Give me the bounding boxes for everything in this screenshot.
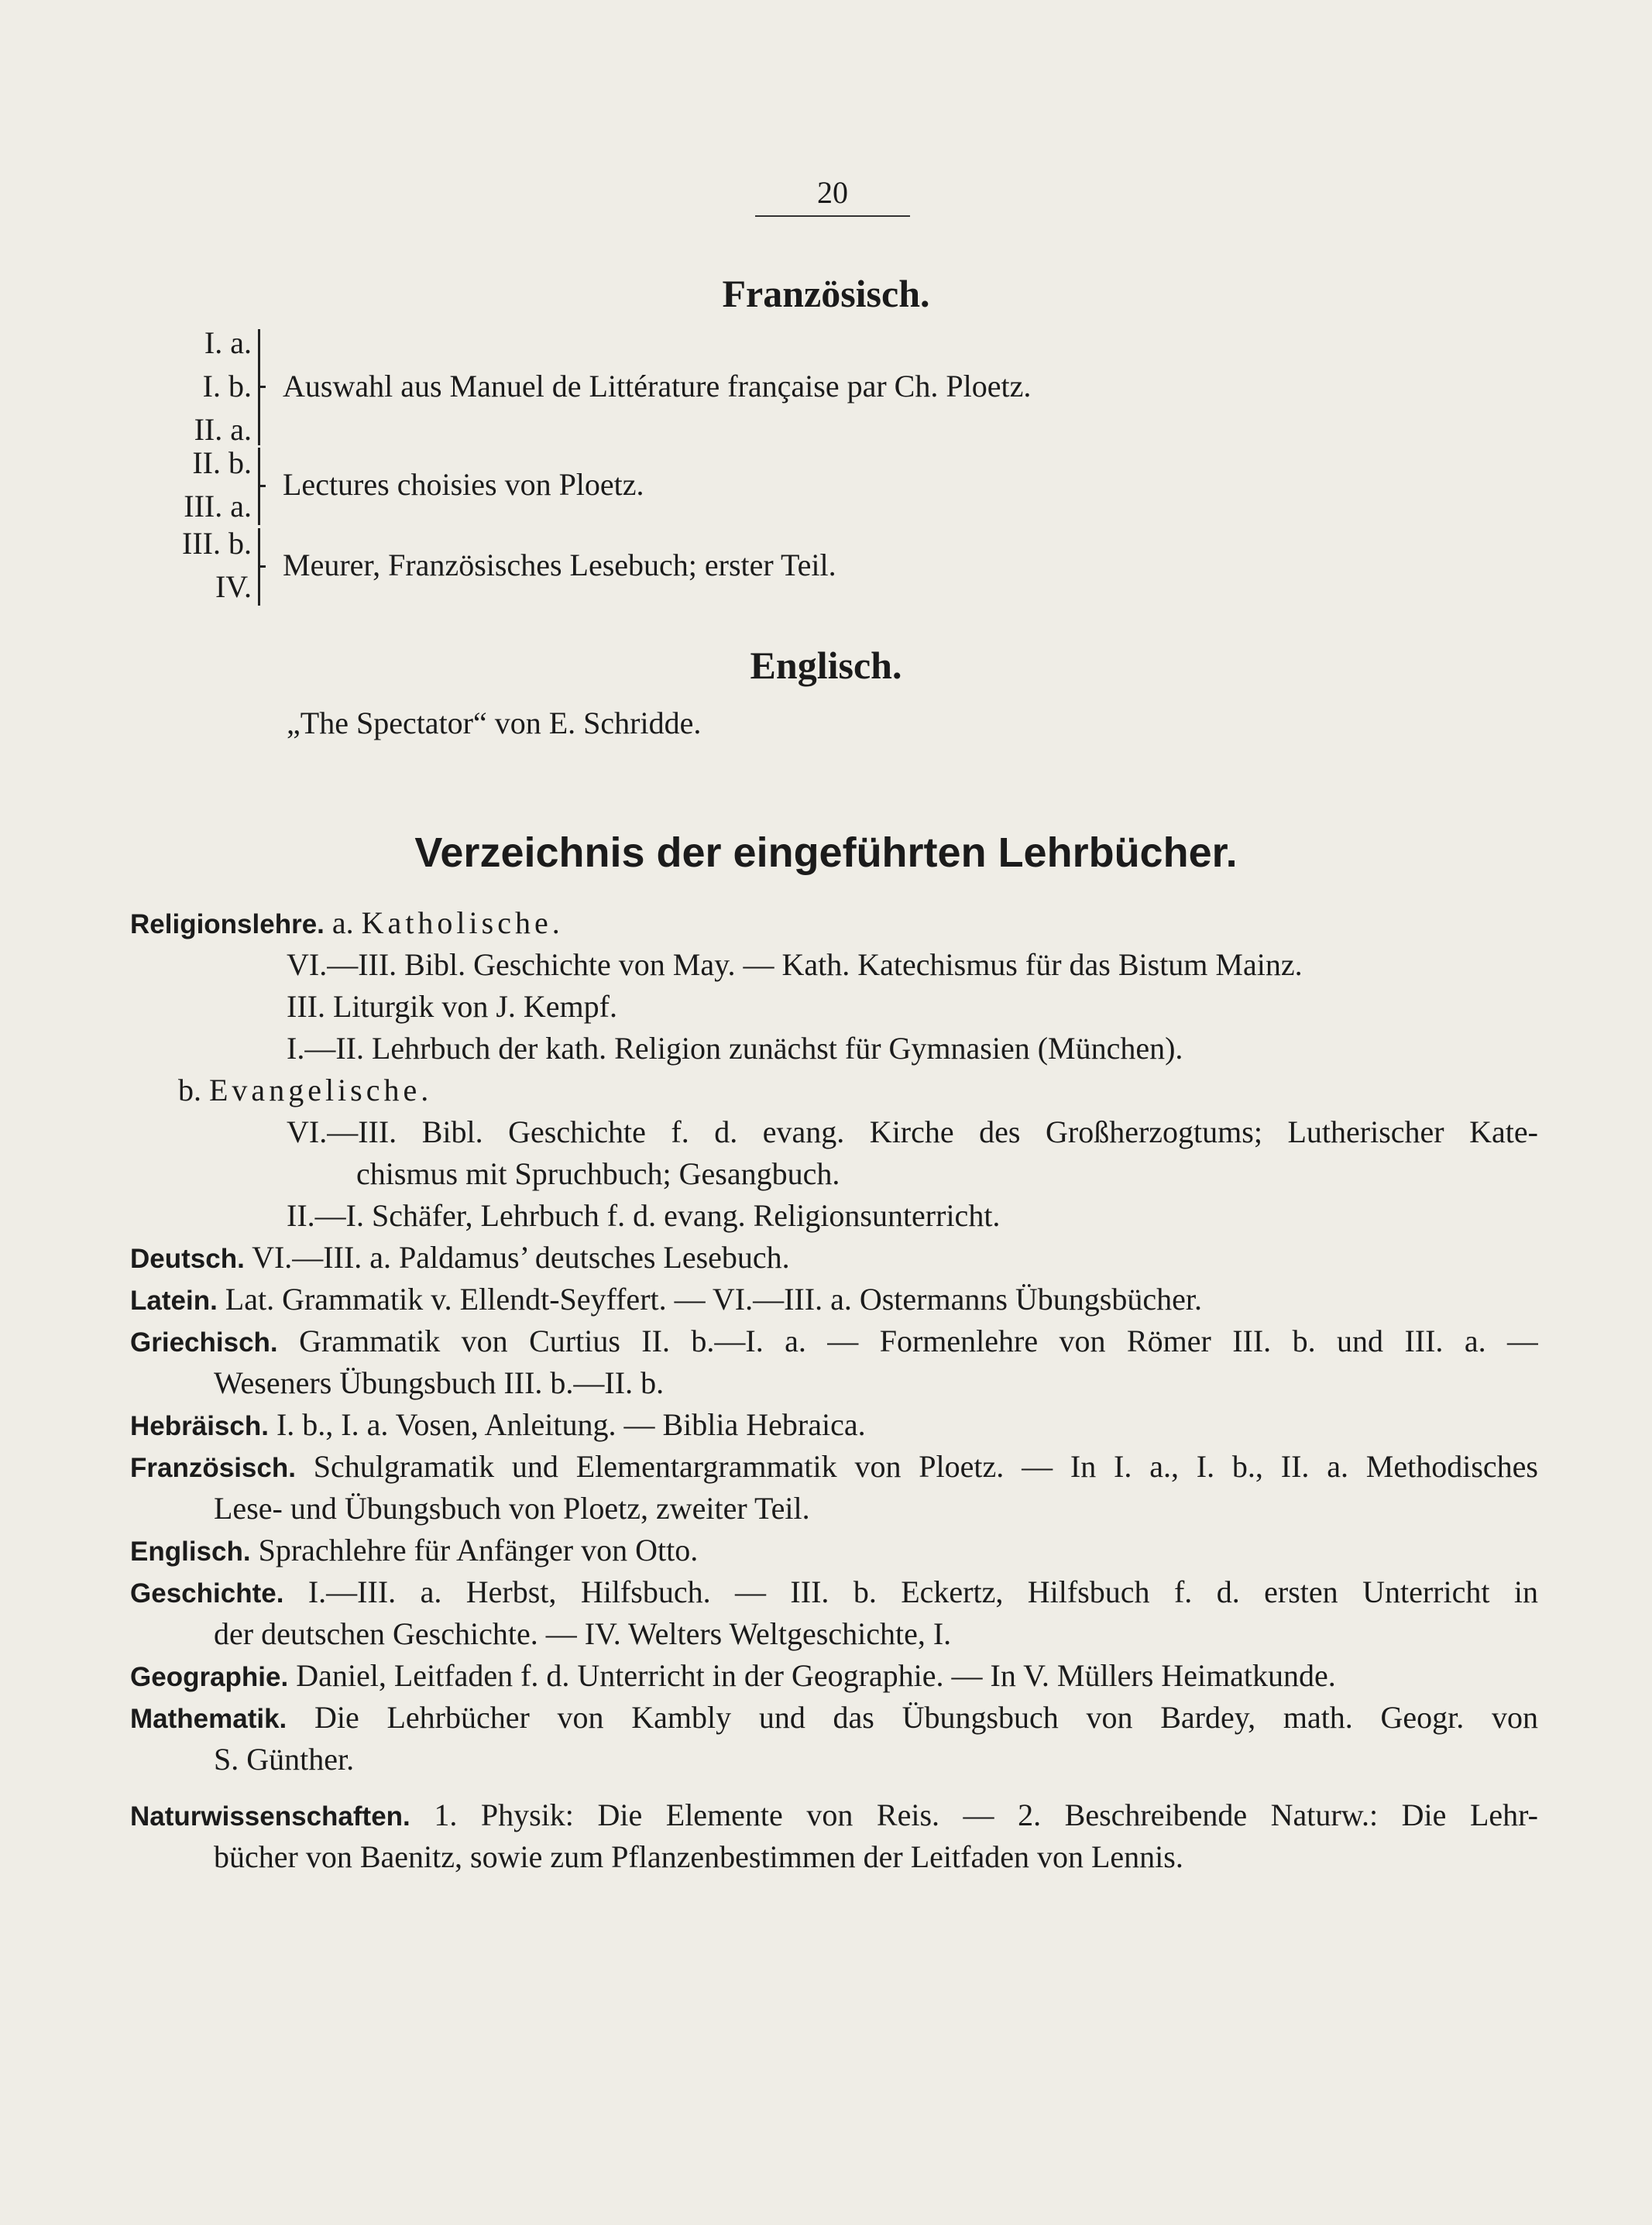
- subject-label: Geschichte.: [130, 1578, 284, 1609]
- english-entry: [130, 1530, 1538, 1571]
- entry-text: VI.—III. a. Paldamus’ deutsches Lesebuch.: [252, 1240, 790, 1275]
- english-book: „The Spectator“ von E. Schridde.: [287, 706, 702, 740]
- entry-text: Daniel, Leitfaden f. d. Unterricht in der Geographie. — In V. Müllers Heimatkunde.: [296, 1658, 1336, 1693]
- textbook-list-heading: Verzeichnis der eingeführten Lehrbücher.: [414, 829, 1238, 876]
- brace-icon: [258, 329, 274, 445]
- class-label: IV.: [215, 569, 252, 604]
- latin-entry: [130, 1279, 1538, 1320]
- english-section-title: Englisch.: [750, 644, 902, 687]
- class-list: [159, 321, 252, 452]
- class-label: III. a.: [184, 489, 252, 524]
- class-label: II. b.: [192, 445, 252, 480]
- subject-label: Englisch.: [130, 1537, 251, 1567]
- book-title: Lectures choisies von Ploetz.: [283, 467, 644, 502]
- religion-line: III. Liturgik von J. Kempf.: [287, 989, 617, 1024]
- subject-label: Naturwissenschaften.: [130, 1801, 410, 1832]
- entry-text: Grammatik von Curtius II. b.—I. a. — Formenlehre von Römer III. b. und III. a. —: [299, 1324, 1538, 1358]
- history-entry: [130, 1571, 1538, 1613]
- greek-entry: [130, 1320, 1538, 1362]
- entry-text: Sprachlehre für Anfänger von Otto.: [258, 1533, 699, 1567]
- hebrew-entry: [130, 1404, 1538, 1446]
- french-continuation: Lese- und Übungsbuch von Ploetz, zweiter Teil.: [214, 1491, 810, 1526]
- subject-label: Hebräisch.: [130, 1411, 269, 1441]
- page-number: 20: [755, 174, 910, 217]
- history-continuation: der deutschen Geschichte. — IV. Welters Weltgeschichte, I.: [214, 1616, 952, 1651]
- geography-entry: [130, 1655, 1538, 1697]
- list-marker: a.: [331, 905, 354, 940]
- subject-label: Mathematik.: [130, 1704, 287, 1734]
- religion-b-entry: [130, 1070, 1538, 1111]
- entry-text: Die Lehrbücher von Kambly und das Übungsbuch von Bardey, math. Geogr. von: [314, 1700, 1538, 1735]
- science-continuation: bücher von Baenitz, sowie zum Pflanzenbestimmen der Leitfaden von Lennis.: [214, 1839, 1183, 1874]
- religion-line: II.—I. Schäfer, Lehrbuch f. d. evang. Religionsunterricht.: [287, 1198, 1001, 1233]
- entry-text: Schulgramatik und Elementargrammatik von Ploetz. — In I. a., I. b., II. a. Methodisches: [313, 1449, 1538, 1484]
- french-section-title: Französisch.: [722, 272, 930, 315]
- greek-continuation: Weseners Übungsbuch III. b.—II. b.: [214, 1365, 665, 1400]
- book-title: Auswahl aus Manuel de Littérature française par Ch. Ploetz.: [283, 369, 1032, 403]
- denomination-title: Evangelische.: [209, 1073, 433, 1107]
- subject-label: Deutsch.: [130, 1244, 245, 1274]
- math-entry: [130, 1697, 1538, 1739]
- subject-label: Religionslehre.: [130, 909, 325, 939]
- class-list: [159, 441, 252, 528]
- class-label: I. b.: [202, 369, 252, 403]
- entry-text: 1. Physik: Die Elemente von Reis. — 2. Beschreibende Naturw.: Die Lehr-: [434, 1798, 1538, 1832]
- german-entry: [130, 1237, 1538, 1279]
- list-marker: b.: [178, 1073, 201, 1107]
- entry-text: I.—III. a. Herbst, Hilfsbuch. — III. b. Eckertz, Hilfsbuch f. d. ersten Unterricht in: [307, 1574, 1538, 1609]
- math-continuation: S. Günther.: [214, 1742, 355, 1777]
- french-entry: [130, 1446, 1538, 1488]
- subject-label: Griechisch.: [130, 1327, 278, 1358]
- science-entry: [130, 1794, 1538, 1836]
- book-title: Meurer, Französisches Lesebuch; erster Teil.: [283, 548, 836, 582]
- religion-line: chismus mit Spruchbuch; Gesangbuch.: [356, 1156, 840, 1191]
- brace-icon: [258, 448, 274, 525]
- entry-text: I. b., I. a. Vosen, Anleitung. — Biblia Hebraica.: [276, 1407, 866, 1442]
- class-label: II. a.: [194, 412, 252, 447]
- religion-line: I.—II. Lehrbuch der kath. Religion zunächst für Gymnasien (München).: [287, 1031, 1183, 1066]
- class-list: [159, 522, 252, 609]
- entry-text: Lat. Grammatik v. Ellendt-Seyffert. — VI.—III. a. Ostermanns Übungsbücher.: [225, 1282, 1202, 1317]
- religion-line: VI.—III. Bibl. Geschichte von May. — Kath. Katechismus für das Bistum Mainz.: [287, 947, 1303, 982]
- class-label: III. b.: [182, 526, 252, 561]
- denomination-title: Katholische.: [361, 905, 564, 940]
- religion-line: VI.—III. Bibl. Geschichte f. d. evang. Kirche des Großherzogtums; Lutherischer Kate-: [287, 1114, 1538, 1149]
- religion-entry: [130, 902, 1538, 944]
- brace-icon: [258, 528, 274, 606]
- subject-label: Französisch.: [130, 1453, 296, 1483]
- subject-label: Latein.: [130, 1286, 218, 1316]
- subject-label: Geographie.: [130, 1662, 289, 1692]
- textbook-entries: [130, 902, 1538, 1878]
- class-label: I. a.: [204, 325, 252, 360]
